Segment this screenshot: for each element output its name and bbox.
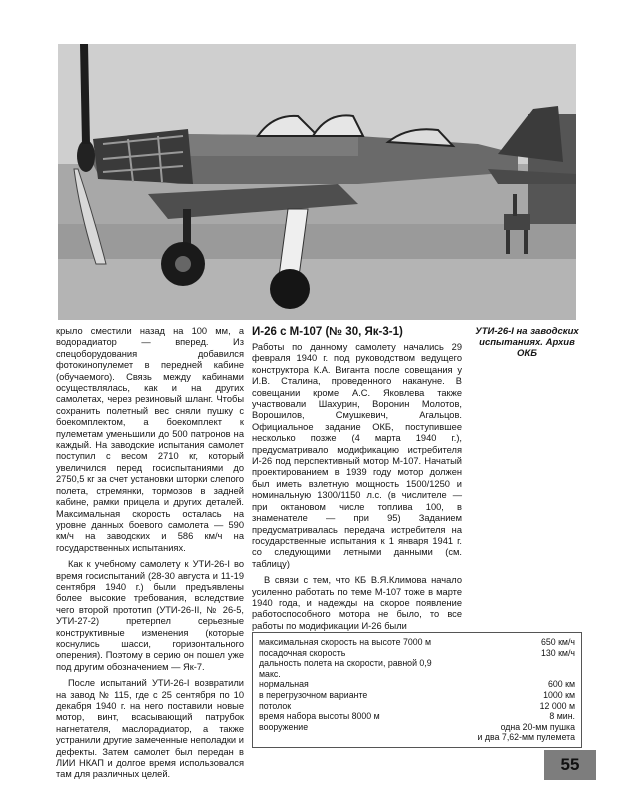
spec-label: время набора высоты 8000 м (259, 711, 380, 722)
paragraph: Работы по данному самолету начались 29 февраля 1940 г. под руководством ведущего конструктора К.А. Виганта после совещания у И.В. Сталина, проведенного накануне. В совещании кроме А.С. Яковлева также участвовали Шахурин, Воронин Молотов, Ворошилов, Смушкевич, Агальцов. Официальное задание ОКБ, поступившее несколько позже (4 марта 1940 г.), предусматривало модификацию истребителя И-26 под перспективный мотор М-107. Начатый проектированием в 1939 году мотор должен был иметь взлетную мощность 1500/1250 и номинальную 1300/1150 л.с. (в числителе — при октановом числе топлива 100, в знаменателе — при 95) Заданием предусматривалась передача истребителя на государственные испытания к 1 января 1941 г. со следующими летными данными (см. таблицу) (252, 342, 462, 569)
spec-value: 12 000 м (539, 700, 575, 711)
page-number: 55 (544, 750, 596, 780)
spec-label: потолок (259, 700, 292, 711)
spec-row (259, 637, 575, 648)
spec-row (259, 701, 575, 712)
spec-value: 1000 км (543, 689, 575, 700)
spec-label: посадочная скорость (259, 647, 346, 658)
spec-label: максимальная скорость на высоте 7000 м (259, 637, 432, 647)
spec-label: вооружение (259, 721, 309, 732)
aircraft-illustration (58, 44, 576, 320)
paragraph: В связи с тем, что КБ В.Я.Климова начало усиленно работать по теме М-107 тоже в марте 1940 года, и надежды на скорое появление работоспособного мотора не было, то все работы по модификации И-26 были (252, 575, 462, 631)
spec-value: одна 20-мм пушка (500, 721, 575, 732)
text-column-right (252, 326, 462, 637)
spec-value: 650 км/ч (540, 637, 575, 647)
section-heading: И-26 с М-107 (№ 30, Як-3-1) (252, 326, 403, 338)
paragraph: Как к учебному самолету к УТИ-26-I во время госиспытаний (28-30 августа и 11-19 сентября 1940 г.) были предъявлены более высокие требования, вследствие чего второй прототип (УТИ-26-II, № 26-5, УТИ-27-2) претерпел серьезные конструктивные изменения (которые коснулись шасси, горизонтального оперения). Поэтому в серию он пошел уже под другим обозначением — Як-7. (56, 559, 244, 672)
spec-value (455, 658, 575, 679)
spec-label: в перегрузочном варианте (259, 689, 368, 700)
text-column-left (56, 326, 244, 786)
spec-row (259, 722, 575, 733)
paragraph: После испытаний УТИ-26-I возвратили на завод № 115, где с 25 сентября по 10 декабря 1940 г. на него поставили новые мотор, винт, всасывающий патрубок нагнетателя, маслорадиатор, а также устранили другие замеченные неполадки и дефекты. Затем самолет был передан в ЛИИ НКАП и долгое время использовался там для различных целей. (56, 678, 244, 780)
aircraft-photo (58, 44, 576, 320)
spec-table (252, 632, 582, 748)
spec-value: 600 км (547, 679, 575, 690)
spec-label: нормальная (259, 679, 309, 690)
spec-label: дальность полета на скорости, равной 0,9 макс. (259, 658, 432, 679)
spec-row (259, 679, 575, 690)
spec-row (259, 648, 575, 659)
spec-value: и два 7,62-мм пулемета (477, 732, 575, 743)
spec-row (259, 732, 575, 743)
spec-row (259, 690, 575, 701)
photo-caption: УТИ-26-I на заводских испытаниях. Архив ОКБ (475, 326, 579, 359)
spec-value: 130 км/ч (540, 647, 575, 658)
spec-value: 8 мин. (549, 711, 575, 722)
paragraph: крыло сместили назад на 100 мм, а водорадиатор — вперед. Из спецоборудования добавился фотокинопулемет в передней кабине (обучаемого). Связь между кабинами осуществлялась, как и на других самолетах, через резиновый шланг. Чтобы сохранить полетный вес сняли пушку с боекомплектом, а боекомплект к пулеметам уменьшили до 500 патронов на каждый. На заводские испытания самолет поступил с весом 2710 кг, который увеличился перед госиспытаниями до 2750,5 кг за счет установки шторки слепого полета, стремянки, тормозов в задней кабине, рамки прицела и других деталей. Максимальная скорость осталась на уровне данных боевого самолета — 590 км/ч на заводских и 586 км/ч на государственных испытаниях. (56, 326, 244, 553)
spec-row (259, 658, 575, 679)
spec-row (259, 711, 575, 722)
